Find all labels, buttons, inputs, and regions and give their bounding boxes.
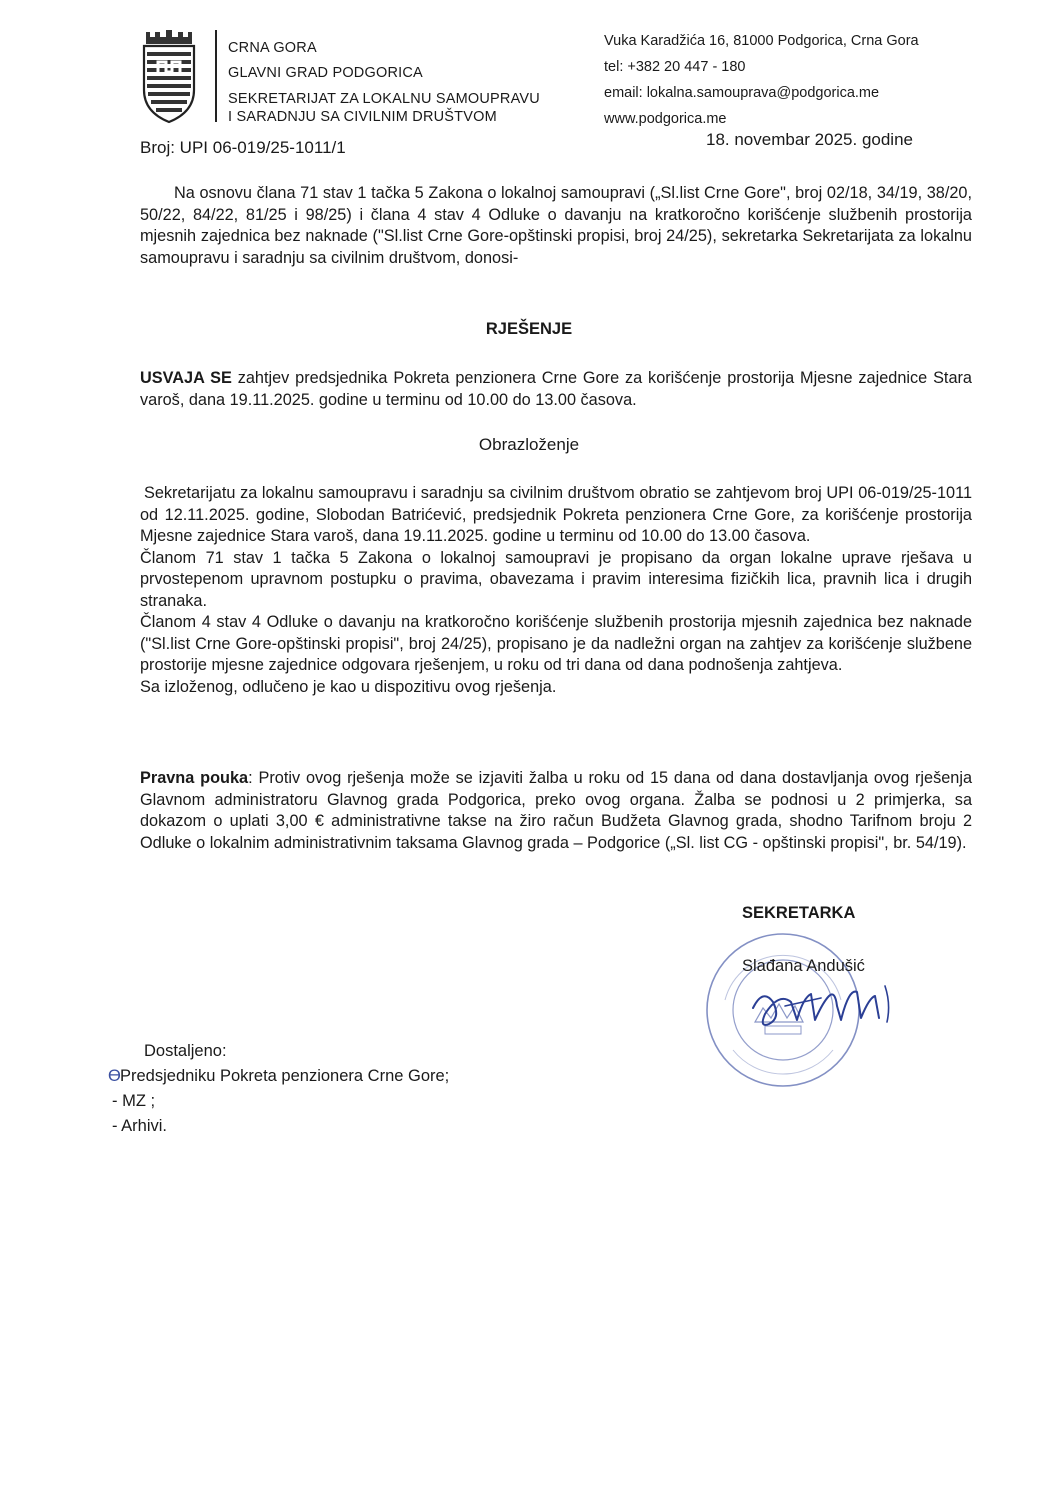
reasoning-text-1: Sekretarijatu za lokalnu samoupravu i saradnju sa civilnim društvom obratio se zahtjevom broj UPI 06-019/25-1011 od 12.11.2025. godine, Slobodan Batrićević, predsjednik Pokreta penzionera Crne Gore, za korišćenje prostorija Mjesne zajednice Stara varoš, dana 19.11.2025. godine u terminu od 10.00 do 13.00 časova. [140,484,972,545]
organization-block [228,36,540,126]
decision-text: zahtjev predsjednika Pokreta penzionera Crne Gore za korišćenje prostorija Mjesne zajednice Stara varoš, dana 19.11.2025. godine u terminu od 10.00 do 13.00 časova. [140,369,972,409]
contact-email: email: lokalna.samouprava@podgorica.me [604,85,880,101]
handwritten-signature [745,968,895,1038]
org-line-secretariat: SEKRETARIJAT ZA LOKALNU SAMOUPRAVU [228,91,540,107]
header-divider [215,30,217,122]
reasoning-paragraph-2: Članom 71 stav 1 tačka 5 Zakona o lokalnoj samoupravi je propisano da organ lokalne uprave rješava u prvostepenom upravnom postupku o pravima, obavezama i pravim interesima fizičkih lica, pravnih lica i drugih stranaka. [140,548,972,610]
document-number: Broj: UPI 06-019/25-1011/1 [140,138,346,157]
handwritten-check-icon: ϴ [108,1067,121,1085]
podgorica-crest-logo [140,28,198,124]
delivery-item: - Arhivi. [112,1117,168,1135]
legal-notice-paragraph [140,768,972,854]
delivery-item-text: Predsjedniku Pokreta penzionera Crne Gore; [120,1067,450,1085]
decision-paragraph [140,368,972,411]
org-line-city: GLAVNI GRAD PODGORICA [228,65,423,81]
reasoning-title: Obrazloženje [478,435,580,454]
reasoning-paragraph-4: Sa izloženog, odlučeno je kao u dispozitivu ovog rješenja. [140,677,557,696]
contact-website: www.podgorica.me [604,111,727,127]
signature-role: SEKRETARKA [742,904,856,922]
legal-notice-bold: Pravna pouka [140,769,249,787]
reasoning-paragraphs [140,483,972,698]
decision-title: RJEŠENJE [485,320,573,338]
intro-paragraph: Na osnovu člana 71 stav 1 tačka 5 Zakona o lokalnoj samoupravi („Sl.list Crne Gore", broj 02/18, 34/19, 38/20, 50/22, 84/22, 81/25 i 98/25) i člana 4 stav 4 Odluke o davanju na kratkoročno korišćenje službenih prostorija mjesnih zajednica bez naknade ("Sl.list Crne Gore-opštinski propisi, broj 24/25), sekretarka Sekretarijata za lokalnu samoupravu i saradnju sa civilnim društvom, donosi- [140,184,972,267]
reasoning-paragraph-3: Članom 4 stav 4 Odluke o davanju na kratkoročno korišćenje službenih prostorija mjesnih zajednica bez naknade ("Sl.list Crne Gore-opštinski propisi", broj 24/25), propisano je da nadležni organ na zahtjev za korišćenje službene prostorije mjesne zajednice odgovara rješenjem, u roku od tri dana od dana podnošenja zahtjeva. [140,613,972,674]
legal-notice-text: : Protiv ovog rješenja može se izjaviti žalba u roku od 15 dana od dana dostavljanja ovog rješenja Glavnom administratoru Glavnog grada Podgorica, preko ovog organa. Žalba se podnosi u 2 primjerka, sa dokazom o uplati 3,00 € administrativne takse na žiro račun Budžeta Glavnog grada, shodno Tarifnom broju 2 Odluke o lokalnim administrativnim taksama Glavnog grada – Podgorice („Sl. list CG - opštinski propisi", br. 54/19). [140,769,973,852]
decision-bold: USVAJA SE [140,369,232,387]
contact-address: Vuka Karadžića 16, 81000 Podgorica, Crna Gora [604,33,919,49]
org-line-country: CRNA GORA [228,40,317,56]
signatory-name: Slađana Andušić [742,957,865,975]
reasoning-paragraph-1 [140,483,972,548]
delivery-list [108,1064,449,1139]
delivery-item: - MZ ; [112,1092,156,1110]
document-date: 18. novembar 2025. godine [706,130,913,149]
contact-phone: tel: +382 20 447 - 180 [604,59,746,75]
delivery-label: Dostaljeno: [144,1042,227,1060]
contact-block [604,28,919,132]
delivery-item [108,1064,449,1089]
org-line-secretariat-2: I SARADNJU SA CIVILNIM DRUŠTVOM [228,109,497,125]
